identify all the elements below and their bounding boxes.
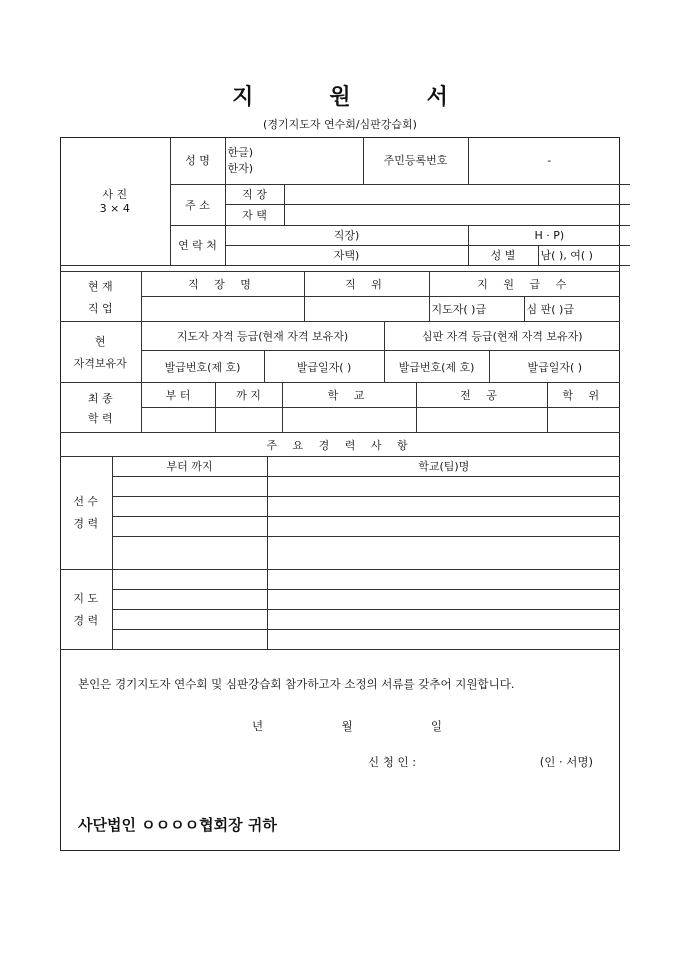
edu-to-label: 까 지 bbox=[215, 383, 282, 408]
addr-work-label: 직 장 bbox=[226, 185, 285, 205]
player-period-input[interactable] bbox=[112, 496, 267, 516]
qual-label bbox=[60, 322, 141, 383]
career-period-header: 부터 까지 bbox=[112, 456, 267, 476]
career-heading: 주 요 경 력 사 항 bbox=[60, 433, 620, 457]
job-label-1: 현 재 bbox=[87, 279, 113, 293]
year-label: 년 bbox=[252, 719, 264, 733]
player-team-input[interactable] bbox=[267, 476, 620, 496]
position-label: 직 위 bbox=[304, 272, 429, 297]
photo-size: 3 × 4 bbox=[99, 202, 130, 216]
coach-period-input[interactable] bbox=[112, 609, 267, 629]
contact-work[interactable]: 직장) bbox=[225, 225, 468, 245]
coach-career-label bbox=[60, 569, 112, 649]
coach-grade-input[interactable]: 지도자( )급 bbox=[429, 297, 524, 322]
addr-home-label: 자 택 bbox=[226, 205, 285, 225]
address-label: 주 소 bbox=[170, 184, 225, 225]
job-label bbox=[60, 272, 141, 322]
player-team-input[interactable] bbox=[267, 536, 620, 569]
application-statement: 본인은 경기지도자 연수회 및 심판강습회 참가하고자 소정의 서류를 갖추어 지원합니다. bbox=[78, 677, 515, 691]
title-char: 지 bbox=[232, 85, 254, 110]
player-period-input[interactable] bbox=[112, 536, 267, 569]
coach-period-input[interactable] bbox=[112, 569, 267, 589]
job-table bbox=[60, 271, 620, 322]
edu-school-label: 학 교 bbox=[282, 383, 416, 408]
month-label: 월 bbox=[341, 719, 353, 733]
edu-school-input[interactable] bbox=[282, 408, 416, 433]
photo-label: 사 진 bbox=[102, 188, 128, 202]
contact-hp[interactable]: H · P) bbox=[468, 225, 630, 245]
coach-issue-date[interactable]: 발급일자( ) bbox=[264, 351, 384, 383]
player-team-input[interactable] bbox=[267, 516, 620, 536]
referee-grade-input[interactable]: 심 판( )급 bbox=[524, 297, 620, 322]
player-career-label-2: 경 력 bbox=[73, 517, 99, 531]
address-field bbox=[225, 184, 630, 225]
coach-period-input[interactable] bbox=[112, 589, 267, 609]
date-line bbox=[252, 718, 442, 734]
player-period-input[interactable] bbox=[112, 516, 267, 536]
coach-team-input[interactable] bbox=[267, 609, 620, 629]
player-career-label-1: 선 수 bbox=[73, 495, 99, 509]
name-hanja: 한자) bbox=[227, 162, 254, 176]
career-table bbox=[60, 456, 620, 650]
career-team-header: 학교(팀)명 bbox=[267, 456, 620, 476]
gender-label: 성 별 bbox=[468, 245, 538, 265]
photo-box[interactable] bbox=[60, 137, 170, 265]
coach-career-label-2: 경 력 bbox=[73, 614, 99, 627]
form-subtitle: (경기지도자 연수회/심판강습회) bbox=[263, 118, 417, 131]
player-career-label bbox=[60, 456, 112, 569]
coach-career-label-1: 지 도 bbox=[73, 592, 99, 605]
edu-degree-label: 학 위 bbox=[547, 383, 620, 408]
edu-label-2: 학 력 bbox=[87, 411, 113, 425]
edu-from-input[interactable] bbox=[141, 408, 215, 433]
coach-period-input[interactable] bbox=[112, 629, 267, 649]
referee-issue-no[interactable]: 발급번호(제 호) bbox=[384, 351, 489, 383]
position-input[interactable] bbox=[304, 297, 429, 322]
day-label: 일 bbox=[430, 719, 442, 733]
job-label-2: 직 업 bbox=[87, 301, 113, 315]
coach-team-input[interactable] bbox=[267, 569, 620, 589]
qualification-table bbox=[60, 321, 620, 383]
workplace-label: 직 장 명 bbox=[141, 272, 304, 297]
edu-to-input[interactable] bbox=[215, 408, 282, 433]
edu-major-input[interactable] bbox=[416, 408, 547, 433]
edu-label bbox=[60, 383, 141, 433]
edu-label-1: 최 종 bbox=[87, 391, 113, 405]
name-label: 성 명 bbox=[170, 137, 225, 184]
addr-work-input[interactable] bbox=[284, 185, 630, 205]
referee-issue-date[interactable]: 발급일자( ) bbox=[489, 351, 620, 383]
title-char: 원 bbox=[329, 85, 351, 110]
rrn-label: 주민등록번호 bbox=[363, 137, 468, 184]
qual-label-2: 자격보유자 bbox=[73, 357, 127, 370]
workplace-input[interactable] bbox=[141, 297, 304, 322]
coach-team-input[interactable] bbox=[267, 589, 620, 609]
signature-line bbox=[368, 754, 593, 770]
seal-label[interactable]: (인 · 서명) bbox=[539, 755, 593, 769]
referee-qual-heading: 심판 자격 등급(현재 자격 보유자) bbox=[384, 322, 620, 351]
coach-qual-heading: 지도자 자격 등급(현재 자격 보유자) bbox=[141, 322, 384, 351]
form-title bbox=[0, 80, 680, 111]
contact-label: 연 락 처 bbox=[170, 225, 225, 265]
applicant-label: 신 청 인 : bbox=[368, 755, 417, 769]
title-char: 서 bbox=[426, 85, 448, 110]
player-period-input[interactable] bbox=[112, 476, 267, 496]
coach-team-input[interactable] bbox=[267, 629, 620, 649]
player-team-input[interactable] bbox=[267, 496, 620, 516]
career-heading-table bbox=[60, 432, 620, 457]
qual-label-1: 현 bbox=[94, 335, 106, 348]
personal-info-table bbox=[60, 137, 630, 266]
edu-degree-input[interactable] bbox=[547, 408, 620, 433]
addressee: 사단법인 ㅇㅇㅇㅇ협회장 귀하 bbox=[78, 816, 277, 834]
name-korean: 한글) bbox=[227, 146, 254, 160]
name-field[interactable] bbox=[225, 137, 363, 184]
contact-home[interactable]: 자택) bbox=[225, 245, 468, 265]
education-table bbox=[60, 382, 620, 433]
rrn-field[interactable]: - bbox=[468, 137, 630, 184]
coach-issue-no[interactable]: 발급번호(제 호) bbox=[141, 351, 264, 383]
edu-from-label: 부 터 bbox=[141, 383, 215, 408]
addr-home-input[interactable] bbox=[284, 205, 630, 225]
applied-grade-label: 지 원 급 수 bbox=[429, 272, 620, 297]
gender-field[interactable]: 남( ), 여( ) bbox=[538, 245, 630, 265]
edu-major-label: 전 공 bbox=[416, 383, 547, 408]
